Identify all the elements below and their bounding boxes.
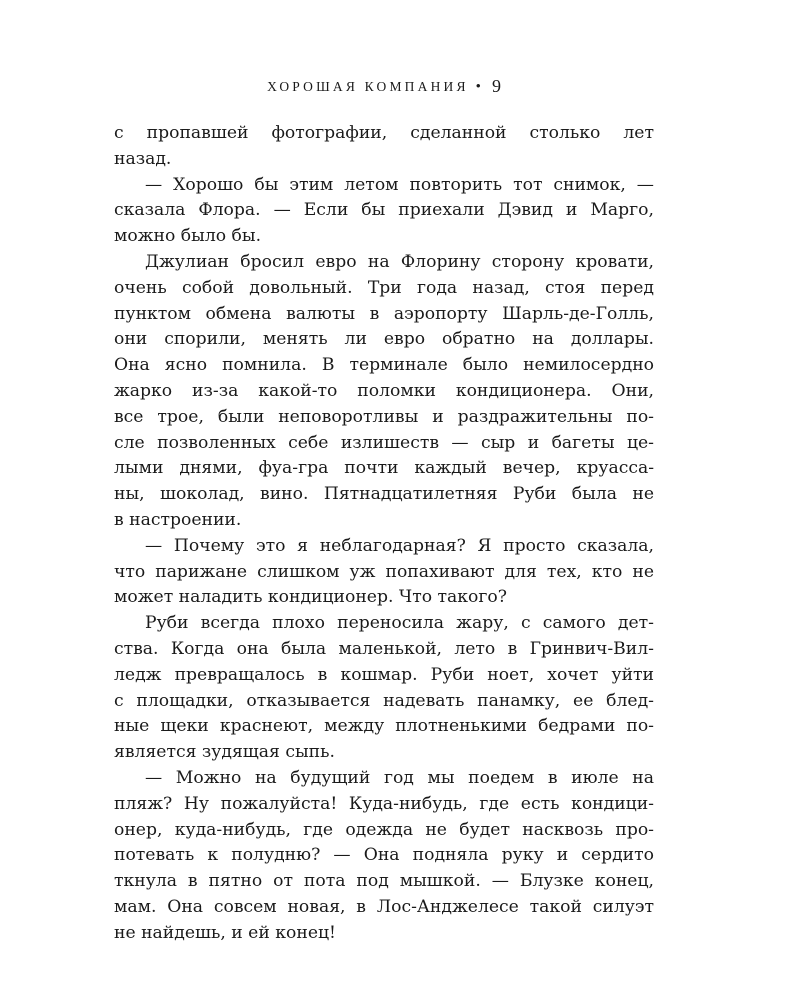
text-line: онер, куда-нибудь, где одежда не будет насквозь про- — [114, 819, 654, 840]
text-line: Джулиан бросил евро на Флорину сторону кровати, — [145, 251, 654, 272]
text-line: можно было бы. — [114, 226, 262, 247]
text-line: все трое, были неповоротливы и раздражительны по- — [114, 406, 654, 427]
text-line: они спорили, менять ли евро обратно на доллары. — [114, 329, 654, 350]
text-line: — Почему это я неблагодарная? Я просто сказала, — [145, 535, 654, 556]
text-line: может наладить кондиционер. Что такого? — [114, 587, 507, 608]
text-line: является зудящая сыпь. — [114, 742, 335, 763]
text-line: Руби всегда плохо переносила жару, с самого дет- — [145, 613, 654, 634]
text-line: не найдешь, и ей конец! — [114, 922, 336, 943]
text-line: сле позволенных себе излишеств — сыр и багеты це- — [114, 432, 654, 453]
text-line: потевать к полудню? — Она подняла руку и сердито — [114, 845, 654, 866]
text-line: ные щеки краснеют, между плотненькими бедрами по- — [114, 716, 654, 737]
text-line: ледж превращалось в кошмар. Руби ноет, хочет уйти — [114, 664, 654, 685]
text-line: пляж? Ну пожалуйста! Куда-нибудь, где есть кондици- — [114, 793, 654, 814]
text-line: с площадки, отказывается надевать панамку, ее блед- — [114, 690, 654, 711]
text-line: жарко из-за какой-то поломки кондиционера. Они, — [114, 380, 654, 401]
text-line: лыми днями, фуа-гра почти каждый вечер, круасса- — [114, 458, 654, 479]
book-title: ХОРОШАЯ КОМПАНИЯ — [267, 79, 469, 94]
text-line: ткнула в пятно от пота под мышкой. — Блузке конец, — [114, 871, 654, 892]
text-line: пунктом обмена валюты в аэропорту Шарль-де-Голль, — [114, 303, 654, 324]
text-line: — Можно на будущий год мы поедем в июле на — [145, 767, 654, 788]
text-line: ны, шоколад, вино. Пятнадцатилетняя Руби была не — [114, 484, 654, 505]
text-line: что парижане слишком уж попахивают для тех, кто не — [114, 561, 654, 582]
text-line: очень собой довольный. Три года назад, стоя перед — [114, 277, 654, 298]
text-line: Она ясно помнила. В терминале было немилосердно — [114, 355, 654, 376]
text-line: мам. Она совсем новая, в Лос-Анджелесе такой силуэт — [114, 896, 654, 917]
text-line: назад. — [114, 148, 172, 169]
text-line: ства. Когда она была маленькой, лето в Гринвич-Вил- — [114, 638, 654, 659]
header-bullet: • — [475, 79, 481, 95]
text-line: с пропавшей фотографии, сделанной столько лет — [114, 123, 654, 143]
text-line: — Хорошо бы этим летом повторить тот снимок, — — [145, 174, 654, 195]
page-number: 9 — [491, 76, 501, 96]
text-line: в настроении. — [114, 509, 242, 530]
body-text — [114, 121, 654, 947]
text-line: сказала Флора. — Если бы приехали Дэвид и Марго, — [114, 200, 654, 221]
running-header — [114, 76, 654, 97]
